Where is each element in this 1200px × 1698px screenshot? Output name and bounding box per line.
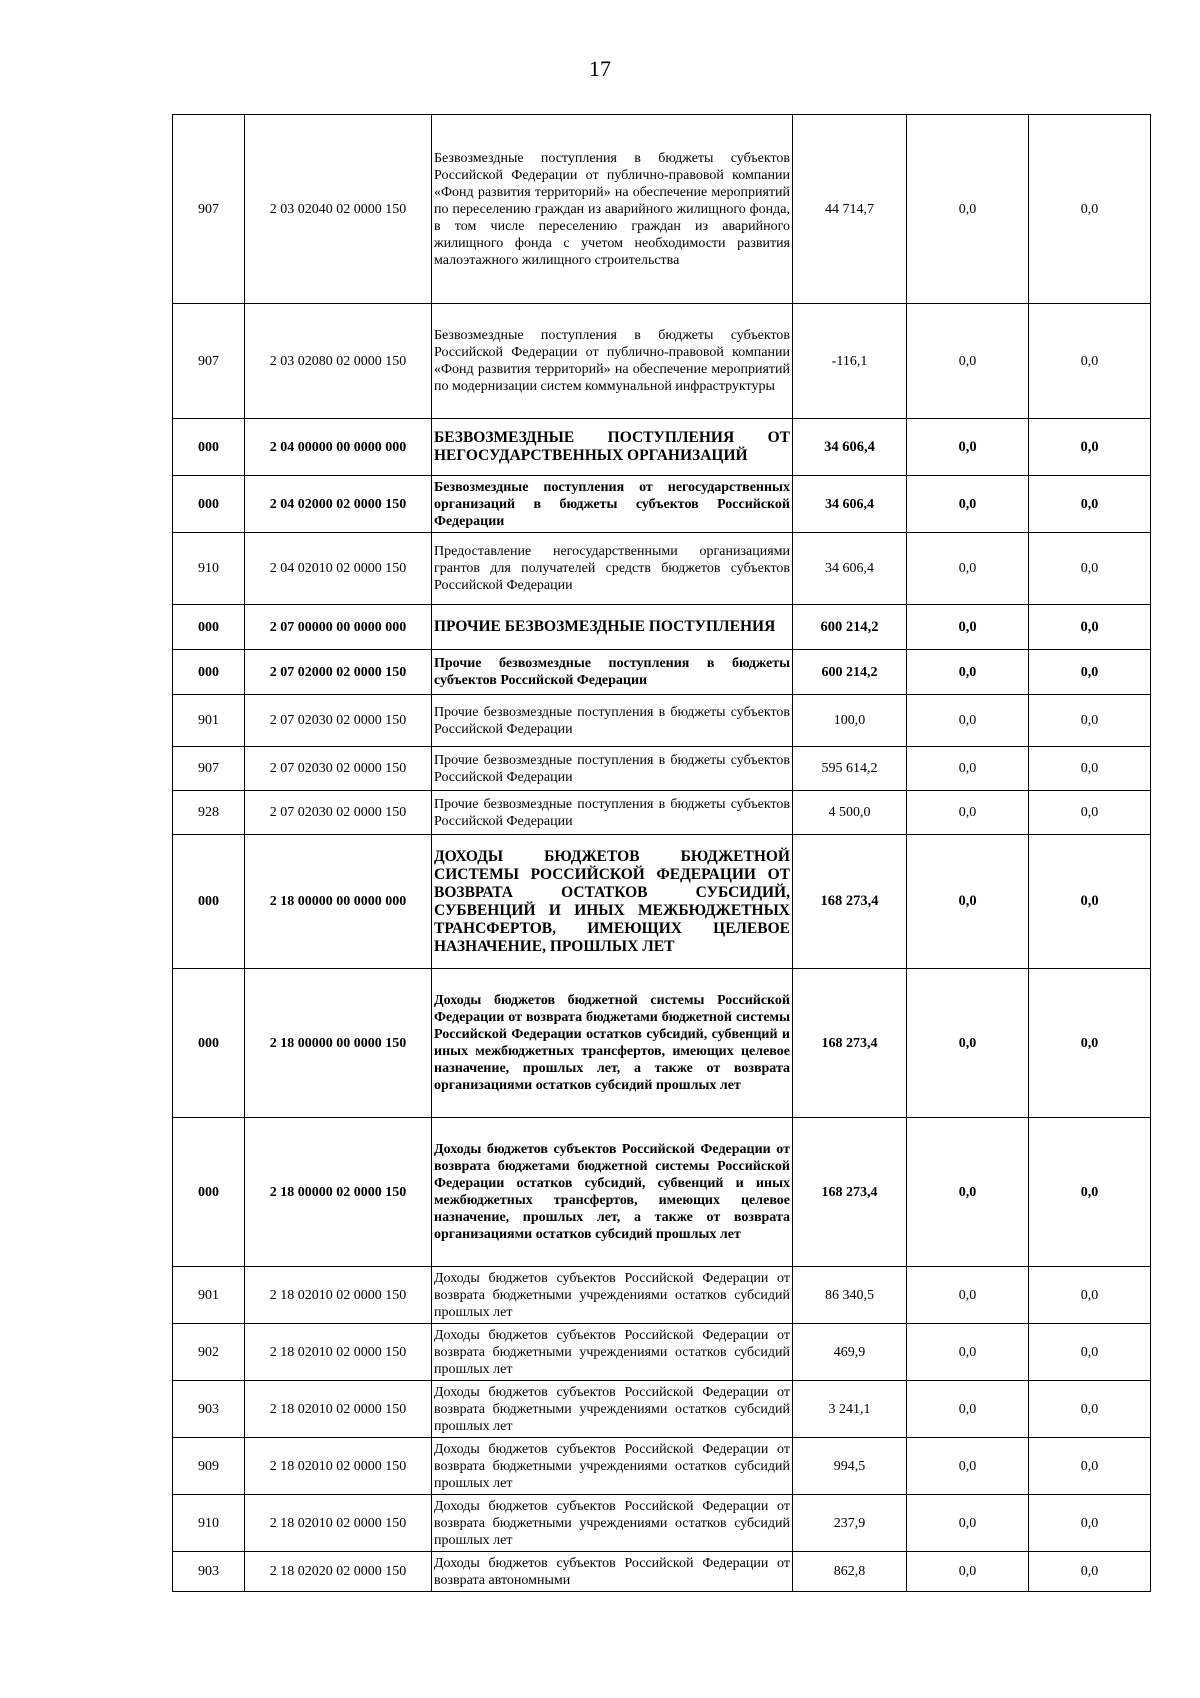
amount-cell: 0,0 — [1029, 835, 1151, 969]
amount-cell: 0,0 — [1029, 1267, 1151, 1324]
table-row — [173, 1552, 1151, 1592]
table-row — [173, 115, 1151, 304]
amount-cell: 0,0 — [1029, 533, 1151, 605]
table-row — [173, 969, 1151, 1118]
table-row — [173, 1438, 1151, 1495]
amount-cell: 0,0 — [907, 1118, 1029, 1267]
amount-cell: 0,0 — [907, 791, 1029, 835]
amount-cell: 862,8 — [793, 1552, 907, 1592]
budget-classification-code-cell: 2 03 02040 02 0000 150 — [245, 115, 432, 304]
table-row — [173, 695, 1151, 747]
amount-cell: 86 340,5 — [793, 1267, 907, 1324]
amount-cell: 0,0 — [907, 695, 1029, 747]
revenue-description-cell: БЕЗВОЗМЕЗДНЫЕ ПОСТУПЛЕНИЯ ОТ НЕГОСУДАРСТВЕННЫХ ОРГАНИЗАЦИЙ — [432, 419, 793, 476]
revenue-description-cell: ДОХОДЫ БЮДЖЕТОВ БЮДЖЕТНОЙ СИСТЕМЫ РОССИЙСКОЙ ФЕДЕРАЦИИ ОТ ВОЗВРАТА ОСТАТКОВ СУБСИДИЙ, СУБВЕНЦИЙ И ИНЫХ МЕЖБЮДЖЕТНЫХ ТРАНСФЕРТОВ, ИМЕЮЩИХ ЦЕЛЕВОЕ НАЗНАЧЕНИЕ, ПРОШЛЫХ ЛЕТ — [432, 835, 793, 969]
table-row — [173, 419, 1151, 476]
revenue-description-cell: Прочие безвозмездные поступления в бюджеты субъектов Российской Федерации — [432, 747, 793, 791]
revenue-description-cell: Предоставление негосударственными организациями грантов для получателей средств бюджетов субъектов Российской Федерации — [432, 533, 793, 605]
admin-code-cell: 902 — [173, 1324, 245, 1381]
amount-cell: 600 214,2 — [793, 605, 907, 650]
amount-cell: 3 241,1 — [793, 1381, 907, 1438]
admin-code-cell: 000 — [173, 476, 245, 533]
amount-cell: 0,0 — [907, 115, 1029, 304]
table-row — [173, 605, 1151, 650]
admin-code-cell: 000 — [173, 419, 245, 476]
amount-cell: 0,0 — [1029, 969, 1151, 1118]
revenue-description-cell: Прочие безвозмездные поступления в бюджеты субъектов Российской Федерации — [432, 695, 793, 747]
amount-cell: 0,0 — [907, 1552, 1029, 1592]
amount-cell: 0,0 — [1029, 476, 1151, 533]
admin-code-cell: 901 — [173, 1267, 245, 1324]
amount-cell: 600 214,2 — [793, 650, 907, 695]
table-row — [173, 1495, 1151, 1552]
amount-cell: 0,0 — [1029, 747, 1151, 791]
admin-code-cell: 000 — [173, 605, 245, 650]
budget-classification-code-cell: 2 07 02030 02 0000 150 — [245, 791, 432, 835]
amount-cell: 0,0 — [907, 1324, 1029, 1381]
amount-cell: 0,0 — [1029, 791, 1151, 835]
table-row — [173, 747, 1151, 791]
table-row — [173, 1324, 1151, 1381]
amount-cell: 994,5 — [793, 1438, 907, 1495]
amount-cell: 237,9 — [793, 1495, 907, 1552]
amount-cell: 34 606,4 — [793, 419, 907, 476]
budget-classification-code-cell: 2 07 02030 02 0000 150 — [245, 695, 432, 747]
revenue-description-cell: Доходы бюджетов субъектов Российской Федерации от возврата бюджетными учреждениями остатков субсидий прошлых лет — [432, 1495, 793, 1552]
amount-cell: 0,0 — [907, 476, 1029, 533]
amount-cell: 168 273,4 — [793, 969, 907, 1118]
admin-code-cell: 909 — [173, 1438, 245, 1495]
table-row — [173, 1267, 1151, 1324]
amount-cell: 0,0 — [907, 1438, 1029, 1495]
budget-classification-code-cell: 2 07 00000 00 0000 000 — [245, 605, 432, 650]
amount-cell: 0,0 — [907, 650, 1029, 695]
table-row — [173, 835, 1151, 969]
budget-classification-code-cell: 2 18 00000 02 0000 150 — [245, 1118, 432, 1267]
amount-cell: 100,0 — [793, 695, 907, 747]
revenue-description-cell: Доходы бюджетов бюджетной системы Российской Федерации от возврата бюджетами бюджетной системы Российской Федерации остатков субсидий, субвенций и иных межбюджетных трансфертов, имеющих целевое назначение, прошлых лет, а также от возврата организациями остатков субсидий прошлых лет — [432, 969, 793, 1118]
amount-cell: 0,0 — [1029, 1552, 1151, 1592]
admin-code-cell: 901 — [173, 695, 245, 747]
amount-cell: 469,9 — [793, 1324, 907, 1381]
admin-code-cell: 907 — [173, 747, 245, 791]
amount-cell: 0,0 — [907, 1381, 1029, 1438]
revenue-description-cell: Доходы бюджетов субъектов Российской Федерации от возврата бюджетными учреждениями остатков субсидий прошлых лет — [432, 1438, 793, 1495]
amount-cell: 0,0 — [907, 1267, 1029, 1324]
revenue-description-cell: Прочие безвозмездные поступления в бюджеты субъектов Российской Федерации — [432, 650, 793, 695]
budget-revenue-table — [172, 114, 1151, 1592]
amount-cell: 0,0 — [1029, 650, 1151, 695]
amount-cell: 595 614,2 — [793, 747, 907, 791]
table-row — [173, 650, 1151, 695]
amount-cell: 0,0 — [1029, 695, 1151, 747]
table-row — [173, 791, 1151, 835]
budget-classification-code-cell: 2 18 02010 02 0000 150 — [245, 1267, 432, 1324]
amount-cell: 34 606,4 — [793, 476, 907, 533]
amount-cell: -116,1 — [793, 304, 907, 419]
amount-cell: 0,0 — [1029, 1495, 1151, 1552]
amount-cell: 0,0 — [1029, 1324, 1151, 1381]
amount-cell: 0,0 — [1029, 1118, 1151, 1267]
table-row — [173, 1381, 1151, 1438]
amount-cell: 0,0 — [907, 747, 1029, 791]
amount-cell: 44 714,7 — [793, 115, 907, 304]
admin-code-cell: 000 — [173, 835, 245, 969]
revenue-description-cell: Безвозмездные поступления в бюджеты субъектов Российской Федерации от публично-правовой компании «Фонд развития территорий» на обеспечение мероприятий по модернизации систем коммунальной инфраструктуры — [432, 304, 793, 419]
budget-classification-code-cell: 2 18 02020 02 0000 150 — [245, 1552, 432, 1592]
amount-cell: 0,0 — [1029, 115, 1151, 304]
amount-cell: 0,0 — [907, 304, 1029, 419]
revenue-description-cell: Прочие безвозмездные поступления в бюджеты субъектов Российской Федерации — [432, 791, 793, 835]
budget-classification-code-cell: 2 18 02010 02 0000 150 — [245, 1495, 432, 1552]
admin-code-cell: 928 — [173, 791, 245, 835]
amount-cell: 0,0 — [1029, 1381, 1151, 1438]
amount-cell: 0,0 — [1029, 419, 1151, 476]
amount-cell: 34 606,4 — [793, 533, 907, 605]
budget-classification-code-cell: 2 18 02010 02 0000 150 — [245, 1438, 432, 1495]
revenue-description-cell: Доходы бюджетов субъектов Российской Федерации от возврата бюджетными учреждениями остатков субсидий прошлых лет — [432, 1381, 793, 1438]
table-body — [173, 115, 1151, 1592]
admin-code-cell: 907 — [173, 304, 245, 419]
budget-classification-code-cell: 2 18 02010 02 0000 150 — [245, 1381, 432, 1438]
amount-cell: 0,0 — [907, 605, 1029, 650]
budget-classification-code-cell: 2 04 02010 02 0000 150 — [245, 533, 432, 605]
table-row — [173, 1118, 1151, 1267]
amount-cell: 0,0 — [907, 533, 1029, 605]
admin-code-cell: 000 — [173, 1118, 245, 1267]
admin-code-cell: 903 — [173, 1552, 245, 1592]
budget-classification-code-cell: 2 04 00000 00 0000 000 — [245, 419, 432, 476]
amount-cell: 0,0 — [1029, 1438, 1151, 1495]
budget-classification-code-cell: 2 07 02000 02 0000 150 — [245, 650, 432, 695]
admin-code-cell: 910 — [173, 1495, 245, 1552]
admin-code-cell: 000 — [173, 650, 245, 695]
amount-cell: 0,0 — [907, 969, 1029, 1118]
budget-classification-code-cell: 2 07 02030 02 0000 150 — [245, 747, 432, 791]
amount-cell: 0,0 — [907, 1495, 1029, 1552]
amount-cell: 0,0 — [907, 835, 1029, 969]
budget-classification-code-cell: 2 18 00000 00 0000 000 — [245, 835, 432, 969]
table-row — [173, 304, 1151, 419]
revenue-description-cell: ПРОЧИЕ БЕЗВОЗМЕЗДНЫЕ ПОСТУПЛЕНИЯ — [432, 605, 793, 650]
admin-code-cell: 910 — [173, 533, 245, 605]
admin-code-cell: 903 — [173, 1381, 245, 1438]
amount-cell: 168 273,4 — [793, 1118, 907, 1267]
budget-classification-code-cell: 2 04 02000 02 0000 150 — [245, 476, 432, 533]
admin-code-cell: 000 — [173, 969, 245, 1118]
revenue-description-cell: Безвозмездные поступления от негосударственных организаций в бюджеты субъектов Российской Федерации — [432, 476, 793, 533]
admin-code-cell: 907 — [173, 115, 245, 304]
table-row — [173, 476, 1151, 533]
revenue-description-cell: Безвозмездные поступления в бюджеты субъектов Российской Федерации от публично-правовой компании «Фонд развития территорий» на обеспечение мероприятий по переселению граждан из аварийного жилищного фонда, в том числе переселению граждан из аварийного жилищного фонда с учетом необходимости развития малоэтажного жилищного строительства — [432, 115, 793, 304]
page-number: 17 — [589, 56, 611, 81]
amount-cell: 0,0 — [1029, 605, 1151, 650]
revenue-description-cell: Доходы бюджетов субъектов Российской Федерации от возврата автономными — [432, 1552, 793, 1592]
amount-cell: 0,0 — [907, 419, 1029, 476]
amount-cell: 168 273,4 — [793, 835, 907, 969]
amount-cell: 0,0 — [1029, 304, 1151, 419]
table-row — [173, 533, 1151, 605]
budget-classification-code-cell: 2 18 00000 00 0000 150 — [245, 969, 432, 1118]
budget-classification-code-cell: 2 03 02080 02 0000 150 — [245, 304, 432, 419]
revenue-description-cell: Доходы бюджетов субъектов Российской Федерации от возврата бюджетными учреждениями остатков субсидий прошлых лет — [432, 1267, 793, 1324]
revenue-description-cell: Доходы бюджетов субъектов Российской Федерации от возврата бюджетными учреждениями остатков субсидий прошлых лет — [432, 1324, 793, 1381]
amount-cell: 4 500,0 — [793, 791, 907, 835]
budget-classification-code-cell: 2 18 02010 02 0000 150 — [245, 1324, 432, 1381]
revenue-description-cell: Доходы бюджетов субъектов Российской Федерации от возврата бюджетами бюджетной системы Российской Федерации остатков субсидий, субвенций и иных межбюджетных трансфертов, имеющих целевое назначение, прошлых лет, а также от возврата организациями остатков субсидий прошлых лет — [432, 1118, 793, 1267]
